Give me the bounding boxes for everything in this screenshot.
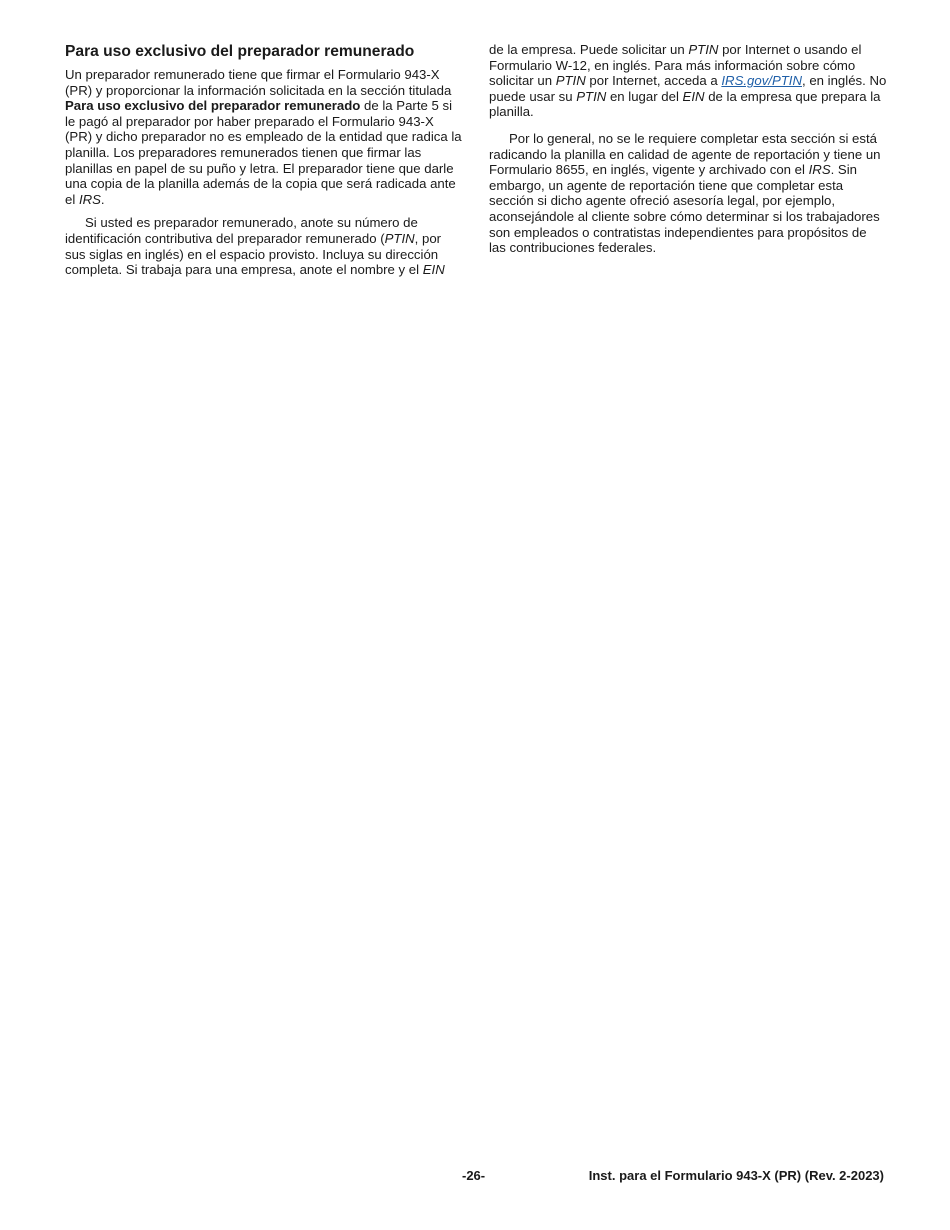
form-reference: Inst. para el Formulario 943-X (PR) (Rev. 2-2023) (588, 1168, 884, 1183)
text-run: de la empresa que prepara la planilla. (489, 88, 881, 120)
italic-ptin: PTIN (384, 230, 415, 246)
text-run: por Internet, acceda a (585, 73, 722, 89)
section-heading: Para uso exclusivo del preparador remunerado (65, 43, 415, 60)
italic-ptin: PTIN (555, 73, 586, 89)
right-column (489, 42, 887, 256)
page-number: -26- (462, 1168, 486, 1183)
italic-ptin: PTIN (688, 42, 719, 57)
paragraph-paid-preparer-signature (65, 67, 463, 207)
paragraph-ptin-entry (65, 215, 463, 277)
text-run: de la Parte 5 si le pagó al preparador por haber preparado el Formulario 943-X (PR) y dicho preparador no es empleado de la entidad que radica la planilla. Los preparadores remunerados tienen que firmar las planillas en papel de su puño y letra. El preparador tiene que darle una copia de la planilla además de la copia que será radicada ante el (65, 98, 462, 207)
paragraph-reporting-agent (489, 131, 887, 256)
irs-ptin-link[interactable]: IRS.gov/PTIN (721, 73, 802, 89)
paragraph-ptin-application (489, 42, 887, 120)
italic-ptin: PTIN (576, 88, 607, 104)
text-run: , por sus siglas en inglés) en el espacio provisto. Incluya su dirección completa. Si trabaja para una empresa, anote el nombre y el (65, 230, 442, 278)
text-run: . (100, 191, 105, 207)
text-run: . Sin embargo, un agente de reportación tiene que completar esta sección si dicho agente ofreció asesoría legal, por ejemplo, aconsejándole al cliente sobre cómo determinar si los trabajadores son empleados o contratistas independientes para propósitos de las contribuciones federales. (489, 162, 880, 256)
text-run: Un preparador remunerado tiene que firmar el Formulario 943-X (PR) y proporcionar la información solicitada en la sección titulada (65, 67, 452, 98)
text-run: por Internet o usando el Formulario W-12, en inglés. Para más información sobre cómo solicitar un (489, 42, 862, 89)
text-run: Si usted es preparador remunerado, anote su número de identificación contributiva del preparador remunerado ( (65, 215, 418, 246)
italic-ein: EIN (682, 88, 705, 104)
bold-section-title: Para uso exclusivo del preparador remunerado (65, 98, 361, 114)
italic-ein: EIN (422, 262, 445, 278)
italic-irs: IRS (78, 191, 101, 207)
text-run: de la empresa. Puede solicitar un (489, 42, 689, 57)
italic-irs: IRS (808, 162, 831, 178)
left-column (65, 42, 463, 278)
text-run: en lugar del (606, 88, 683, 104)
text-run: Por lo general, no se le requiere completar esta sección si está radicando la planilla en calidad de agente de reportación y tiene un Formulario 8655, en inglés, vigente y archivado con el (489, 130, 881, 178)
text-run: , en inglés. No puede usar su (489, 73, 887, 104)
